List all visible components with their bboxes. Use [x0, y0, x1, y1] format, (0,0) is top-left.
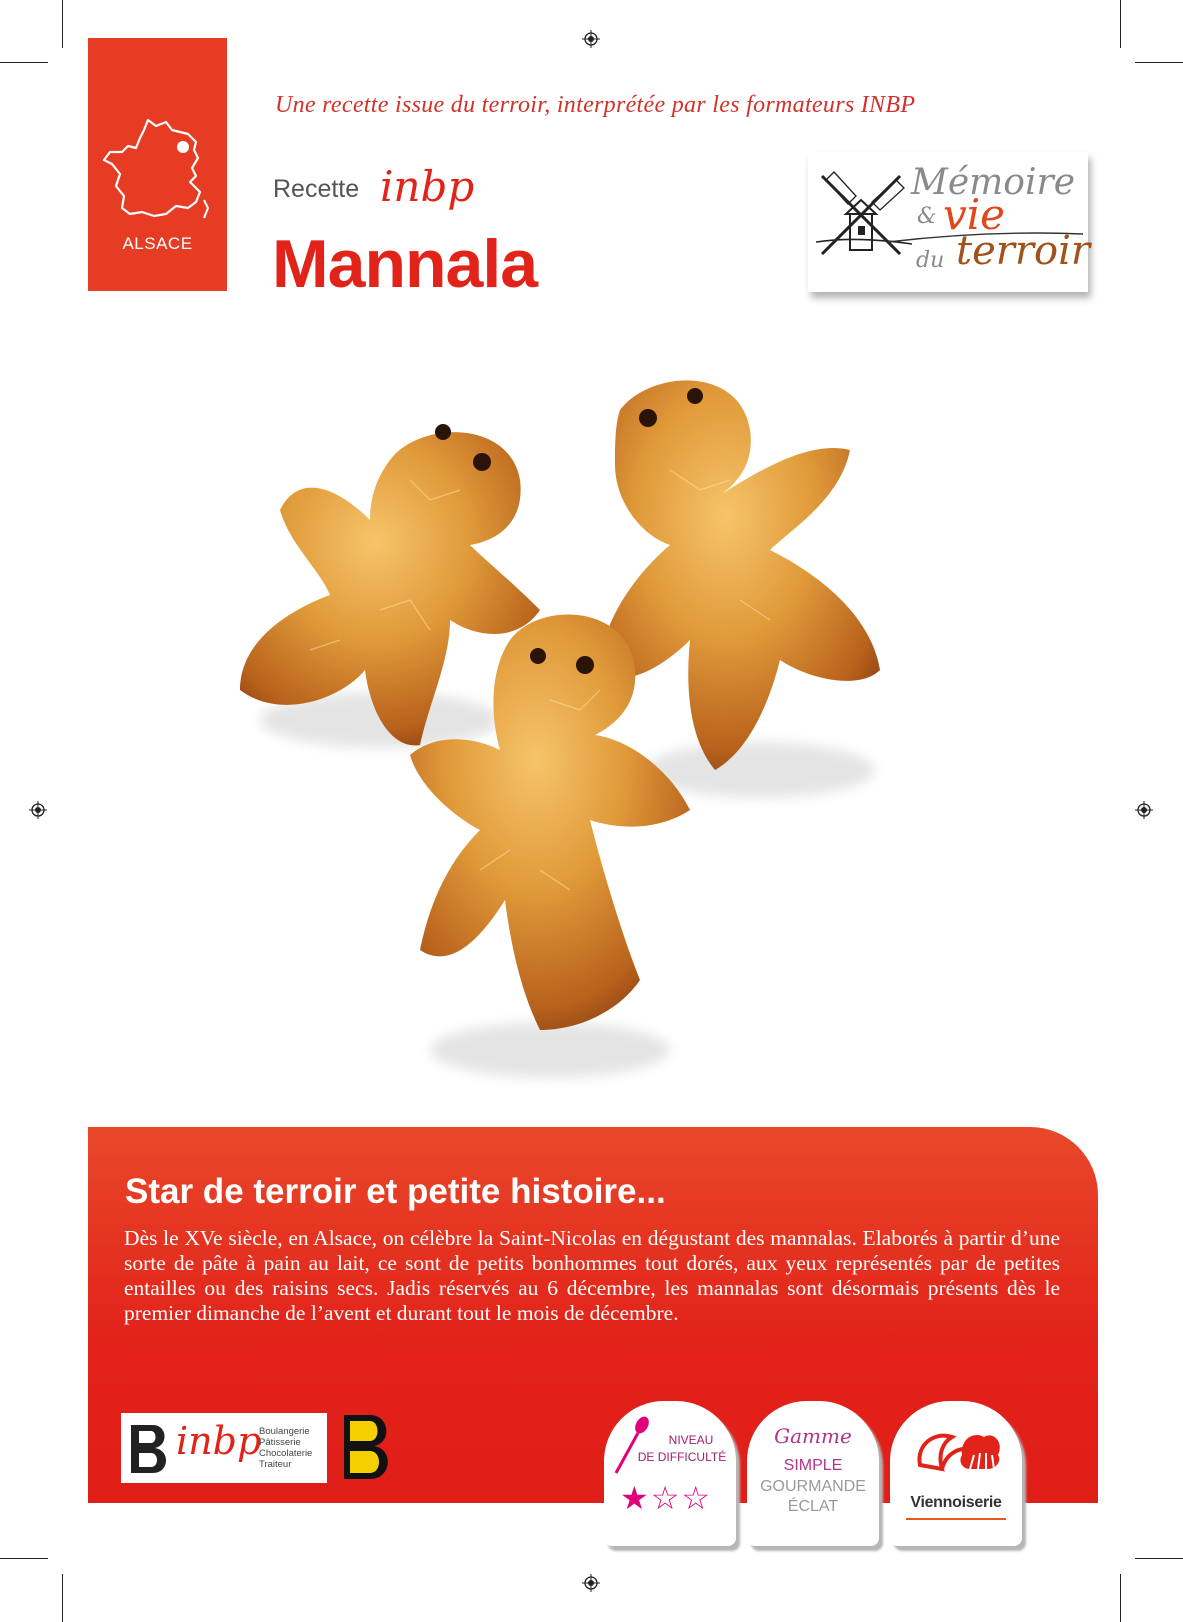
inbp-b-icon [127, 1423, 173, 1475]
story-body: Dès le XVe siècle, en Alsace, on célèbre la Saint-Nicolas en dégustant des mannalas. Elaborés à partir d’une sorte de pâte à pain au lait, ce sont de petits bonhommes tout dorés, aux yeux représentés par de petites entailles ou des raisins secs. Jadis réservés au 6 décembre, les mannalas sont désormais présents dès le premier dimanche de l’avent et durant tout le mois de décembre. [124, 1226, 1060, 1325]
registration-mark-icon [582, 1574, 600, 1592]
logo-text-memoire: Mémoire [911, 162, 1076, 203]
inbp-logo-line: Pâtisserie [259, 1437, 301, 1448]
logo-text-terroir: terroir [956, 228, 1090, 274]
inbp-logo-line: Chocolaterie [259, 1448, 313, 1459]
gamme-selected: SIMPLE [783, 1457, 843, 1474]
region-label: ALSACE [122, 234, 193, 253]
story-panel [88, 1127, 1098, 1516]
region-box [88, 38, 227, 291]
inbp-logo-line: Boulangerie [259, 1426, 310, 1437]
crop-mark [1120, 0, 1121, 48]
registration-mark-icon [29, 801, 47, 819]
croissant-brioche-icon [912, 1425, 1004, 1483]
tagline: Une recette issue du terroir, interprétée par les formateurs INBP [275, 92, 916, 118]
registration-mark-icon [582, 30, 600, 48]
mannala-figure [600, 380, 880, 798]
difficulty-stars: ★☆☆ [620, 1480, 713, 1516]
page-title: Mannala [272, 226, 538, 302]
mannala-photo [220, 370, 920, 1090]
inbp-logo-lines [259, 1426, 312, 1470]
france-map-icon [100, 116, 215, 224]
difficulty-badge [604, 1401, 736, 1546]
difficulty-line1: NIVEAU [668, 1433, 714, 1447]
category-badge [890, 1401, 1022, 1546]
mannala-figure [410, 615, 690, 1078]
logo-text-vie: vie [943, 190, 1006, 239]
inbp-logo-line: Traiteur [259, 1459, 292, 1470]
crop-mark [1135, 62, 1183, 63]
recette-label: Recette [273, 175, 360, 203]
gamme-option: GOURMANDE [760, 1478, 866, 1495]
story-heading: Star de terroir et petite histoire... [125, 1172, 666, 1211]
crop-mark [0, 62, 48, 63]
difficulty-line2: DE DIFFICULTÉ [637, 1450, 727, 1464]
inbp-brand-script: inbp [380, 162, 475, 211]
logo-text-du: du [916, 248, 945, 273]
crop-mark [62, 0, 63, 48]
logo-text-amp: & [917, 204, 937, 229]
crop-mark [1135, 1558, 1183, 1559]
crop-mark [1120, 1574, 1121, 1622]
category-underline [906, 1518, 1006, 1520]
inbp-logo [121, 1413, 327, 1483]
gamme-option: ÉCLAT [787, 1498, 839, 1515]
collection-logo [808, 152, 1088, 292]
gamme-badge [747, 1401, 879, 1546]
inbp-logo-script: inbp [176, 1419, 262, 1463]
yellow-b-icon [342, 1411, 392, 1483]
category-label: Viennoiserie [910, 1494, 1002, 1511]
registration-mark-icon [1135, 801, 1153, 819]
crop-mark [0, 1558, 48, 1559]
crop-mark [62, 1574, 63, 1622]
gamme-title: Gamme [774, 1424, 852, 1448]
